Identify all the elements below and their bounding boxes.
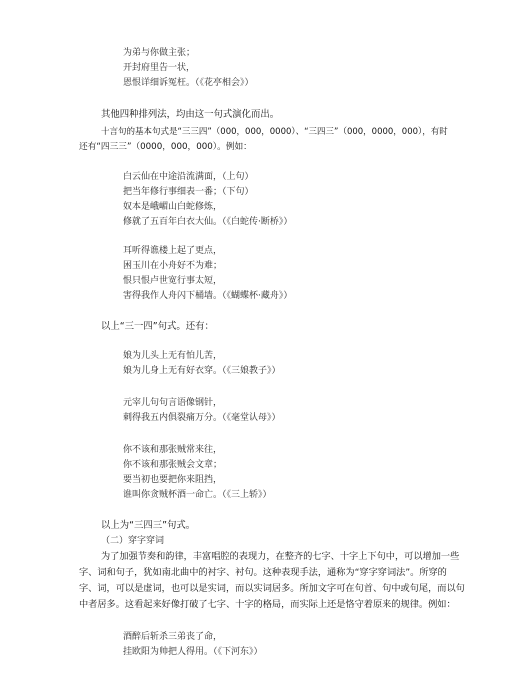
verse-line: 开封府里告一状， [123,63,196,73]
intro-sentence: 其他四种排列法，均由这一句式演化而出。 [101,109,280,120]
verse-line: 奴本是峨嵋山白蛇修炼， [123,202,223,212]
paragraph-line: 十言句的基本句式是“三三四”（000，000，0000）、“三四三”（000，0000，000），有时 [101,127,448,137]
verse-line: 修就了五百年白衣大仙。（《白蛇传·断桥》） [123,217,293,227]
verse-line: 你不该和那张贼常来往， [123,445,223,455]
verse-line: 谁叫你贪贼杯酒一命亡。（《三上轿》） [123,490,272,500]
verse-line: 挂欧阳为帅把人得用。（《下河东》） [123,647,263,657]
verse-line: 白云仙在中途沿流满面，（上句） [123,172,254,182]
section-note: 以上为“三四三”句式。 [101,520,196,531]
paragraph-line: 为了加强节奏和韵律，丰富唱腔的表现力，在整齐的七字、十字上下句中，可以增加一些 [101,551,460,562]
verse-line: 元宰儿句句言语像钢针， [123,398,223,408]
verse-line: 刺得我五内俱裂痛万分。（《毫堂认母》） [123,413,281,423]
verse-line: 娘为儿头上无有怕儿苦， [123,351,223,361]
verse-line: 要当初也要把你来阻挡， [123,475,223,485]
verse-line: 把当年修行事细表一番；（下句） [123,187,254,197]
verse-line: 害得我作人舟闪下桶墙。（《蝴蝶杯·藏舟》） [123,291,293,301]
paragraph-line: 字、词和句子，犹如南北曲中的衬字、衬句。这种表现手法，通称为“穿字穿词法”。所穿的 [79,567,447,578]
verse-line: 困玉川在小舟好不为难； [123,261,223,271]
verse-line: 耳听得谯楼上起了更点， [123,246,223,256]
paragraph-line: 还有“四三三”（0000，000，000）。例如： [79,142,252,152]
verse-line: 恩恨详细诉冤枉。（《花亭相会》） [123,78,254,88]
paragraph-line: 中者居多。这看起来好像打破了七字、十字的格局，而实际上还是恪守着原来的规律。例如： [79,599,456,610]
verse-line: 娘为儿身上无有好衣穿。（《三娘教子》） [123,366,281,376]
paragraph-line: 字、词，可以是虚词，也可以是实词，而以实词居多。所加文字可在句首、句中或句尾，而以句 [79,583,465,594]
verse-line: 为弟与你做主张； [123,48,196,58]
verse-line: 酒醉后斩杀三弟丧了命， [123,632,223,642]
verse-line: 恨只恨卢世宽行事太短， [123,276,223,286]
section-note: 以上“三一四”句式。还有： [101,321,214,332]
section-heading: （二）穿字穿词 [101,536,165,546]
verse-line: 你不该和那张贼会文章； [123,460,223,470]
